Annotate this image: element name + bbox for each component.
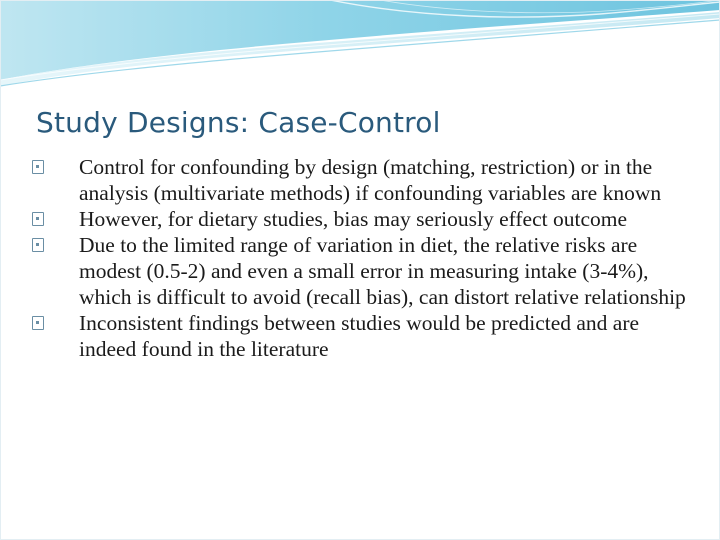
bullet-text: Inconsistent findings between studies would be predicted and are indeed found in the literature [79, 311, 640, 361]
slide-title: Study Designs: Case-Control [36, 106, 441, 139]
bullet-text: Due to the limited range of variation in diet, the relative risks are modest (0.5-2) and even a small error in measuring intake (3-4%), which is difficult to avoid (recall bias), can distort relative relationship [79, 233, 686, 309]
square-bullet-icon [32, 238, 44, 252]
bullet-item [32, 154, 692, 206]
bullet-item [32, 206, 692, 232]
header-wave-decoration [0, 0, 720, 90]
bullet-list [32, 154, 692, 362]
square-bullet-icon [32, 316, 44, 330]
bullet-text: However, for dietary studies, bias may seriously effect outcome [79, 207, 628, 231]
square-bullet-icon [32, 160, 44, 174]
bullet-item [32, 310, 692, 362]
bullet-text: Control for confounding by design (matching, restriction) or in the analysis (multivariate methods) if confounding variables are known [79, 155, 662, 205]
bullet-item [32, 232, 692, 310]
square-bullet-icon [32, 212, 44, 226]
